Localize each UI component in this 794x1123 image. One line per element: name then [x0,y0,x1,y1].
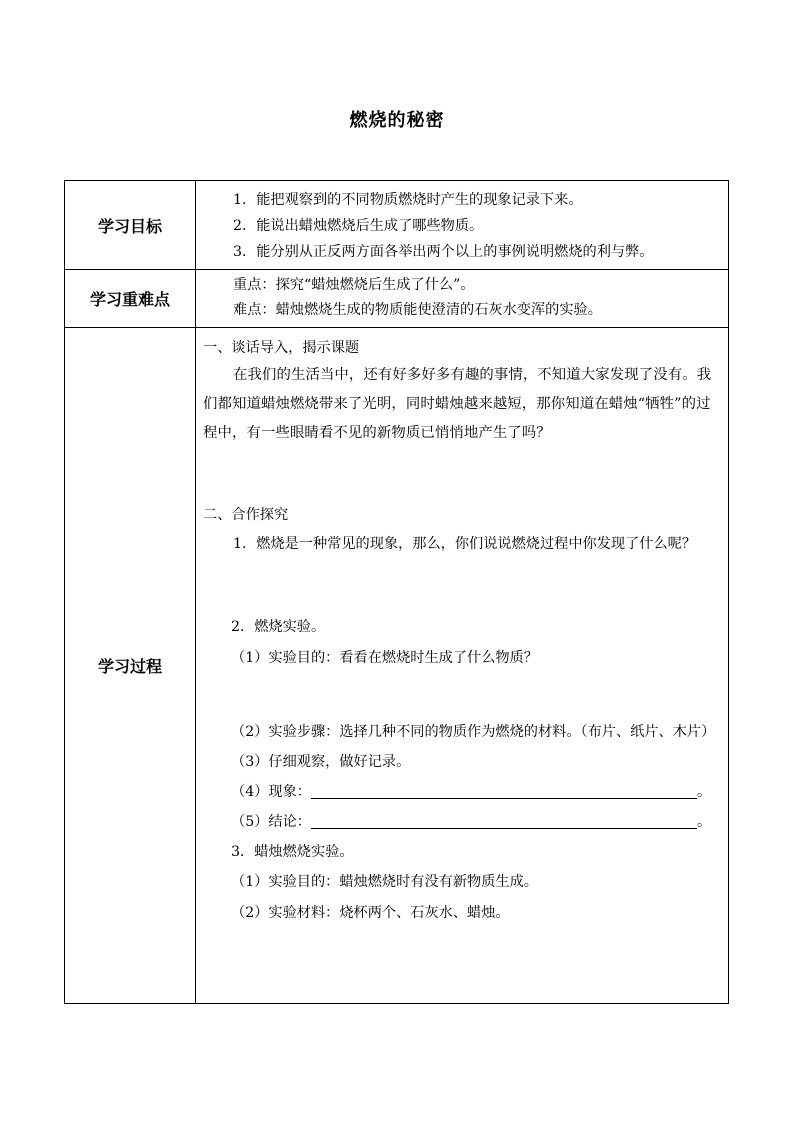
q3-purpose: （1）实验目的：蜡烛燃烧时有没有新物质生成。 [231,874,538,890]
key-points-content [196,270,729,328]
q2-phenomenon-label: （4）现象： [231,784,311,800]
q3-materials: （2）实验材料：烧杯两个、石灰水、蜡烛。 [231,905,510,921]
answer-space [203,448,720,500]
key-point-item: 重点：探究“蜡烛燃烧后生成了什么”。 [233,277,475,293]
goal-item: 3．能分别从正反两方面各举出两个以上的事例说明燃烧的利与弊。 [233,244,654,260]
question-3: 3．蜡烛燃烧实验。 [231,844,354,860]
conclusion-blank[interactable] [311,812,697,829]
process-label: 学习过程 [65,328,196,1004]
q2-conclusion-label: （5）结论： [231,814,311,830]
q2-phenomenon-line [203,777,720,807]
q2-observe: （3）仔细观察，做好记录。 [231,754,411,770]
process-row [65,328,729,1004]
question-1: 1．燃烧是一种常见的现象，那么，你们说说燃烧过程中你发现了什么呢？ [233,536,697,552]
intro-heading: 一、谈话导入，揭示课题 [203,340,360,356]
answer-space [203,559,720,609]
phenomenon-blank[interactable] [311,782,697,799]
goals-row [65,181,729,270]
end-mark: 。 [696,784,712,800]
key-point-item: 难点：蜡烛燃烧生成的物质能使澄清的石灰水变浑的实验。 [233,302,602,318]
process-content [196,328,729,1004]
goals-content [196,181,729,270]
goal-item: 2．能说出蜡烛燃烧后生成了哪些物质。 [233,218,484,234]
answer-space [203,672,720,718]
goals-label: 学习目标 [65,181,196,270]
goal-item: 1．能把观察到的不同物质燃烧时产生的现象记录下来。 [233,192,583,208]
intro-paragraph: 在我们的生活当中，还有好多好多有趣的事情，不知道大家发现了没有。我们都知道蜡烛燃烧带来了光明，同时蜡烛越来越短，那你知道在蜡烛“牺牲”的过程中，有一些眼睛看不见的新物质已悄悄地产生了吗？ [203,367,712,441]
page-title: 燃烧的秘密 [349,110,445,131]
q2-purpose: （1）实验目的：看看在燃烧时生成了什么物质？ [231,650,538,666]
lesson-plan-table [64,180,729,1004]
end-mark: 。 [696,814,712,830]
q2-conclusion-line [203,807,720,837]
key-points-row [65,270,729,328]
explore-heading: 二、合作探究 [203,507,289,523]
key-points-label: 学习重难点 [65,270,196,328]
q2-steps: （2）实验步骤：选择几种不同的物质作为燃烧的材料。（布片、纸片、木片） [231,724,716,740]
question-2: 2．燃烧实验。 [231,619,326,635]
